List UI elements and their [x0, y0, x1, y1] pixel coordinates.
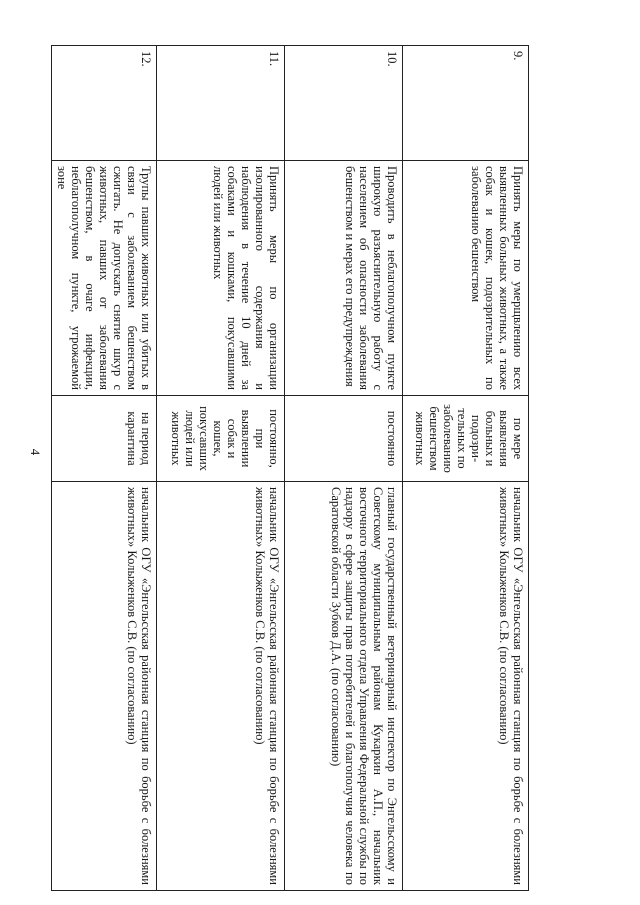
rotated-table-container [55, 45, 529, 890]
row-number: 12. [52, 46, 157, 161]
measure-text: Принять меры по умерщвлению всех выявленных больных животных, а также собак и кошек, подозрительных по заболеванию бешенством [403, 161, 529, 396]
table-row [52, 46, 157, 891]
time-text: постоянно [285, 396, 403, 482]
table-row [157, 46, 285, 891]
measure-text: Проводить в неблагополучном пункте широкую разъяснительную работу с населением об опасности заболевания бешенством и мерах его предупреждения [285, 161, 403, 396]
row-number: 11. [157, 46, 285, 161]
time-text: по мере выявления больных и подозри-тельных по заболеванию бешенством животных [403, 396, 529, 482]
measures-table [51, 45, 529, 891]
time-text: постоянно, при выявлении собак и кошек, покусавших людей или животных [157, 396, 285, 482]
measure-text: Трупы павших животных или убитых в связи с заболеванием бешенством сжигать. Не допускать снятие шкур с животных, павших от заболевания бешенством, в очаге инфекции, неблагополучном пункте, угрожаемой зоне [52, 161, 157, 396]
responsible-text: главный государственный ветеринарный инспектор по Энгельсскому и Советскому муниципальным районам Кукаркин А.П., начальник восточного территориального отдела Управления Федеральной службы по надзору в сфере защиты прав потребителей и благополучия человека по Саратовской области Зубков Д.А. (по согласованию) [285, 482, 403, 891]
responsible-text: начальник ОГУ «Энгельсская районная станция по борьбе с болезнями животных» Колыженков С.В. (по согласованию) [403, 482, 529, 891]
table-row [285, 46, 403, 891]
measure-text: Принять меры по организации изолированного содержания и наблюдения в течение 10 дней за собаками и кошками, покусавшими людей или животных [157, 161, 285, 396]
row-number: 9. [403, 46, 529, 161]
row-number: 10. [285, 46, 403, 161]
table-row [403, 46, 529, 891]
time-text: на период карантина [52, 396, 157, 482]
page-number: 4 [28, 448, 43, 456]
responsible-text: начальник ОГУ «Энгельсская районная станция по борьбе с болезнями животных» Колыженков С.В. (по согласованию) [52, 482, 157, 891]
responsible-text: начальник ОГУ «Энгельсская районная станция по борьбе с болезнями животных» Колыженков С.В. (по согласованию) [157, 482, 285, 891]
